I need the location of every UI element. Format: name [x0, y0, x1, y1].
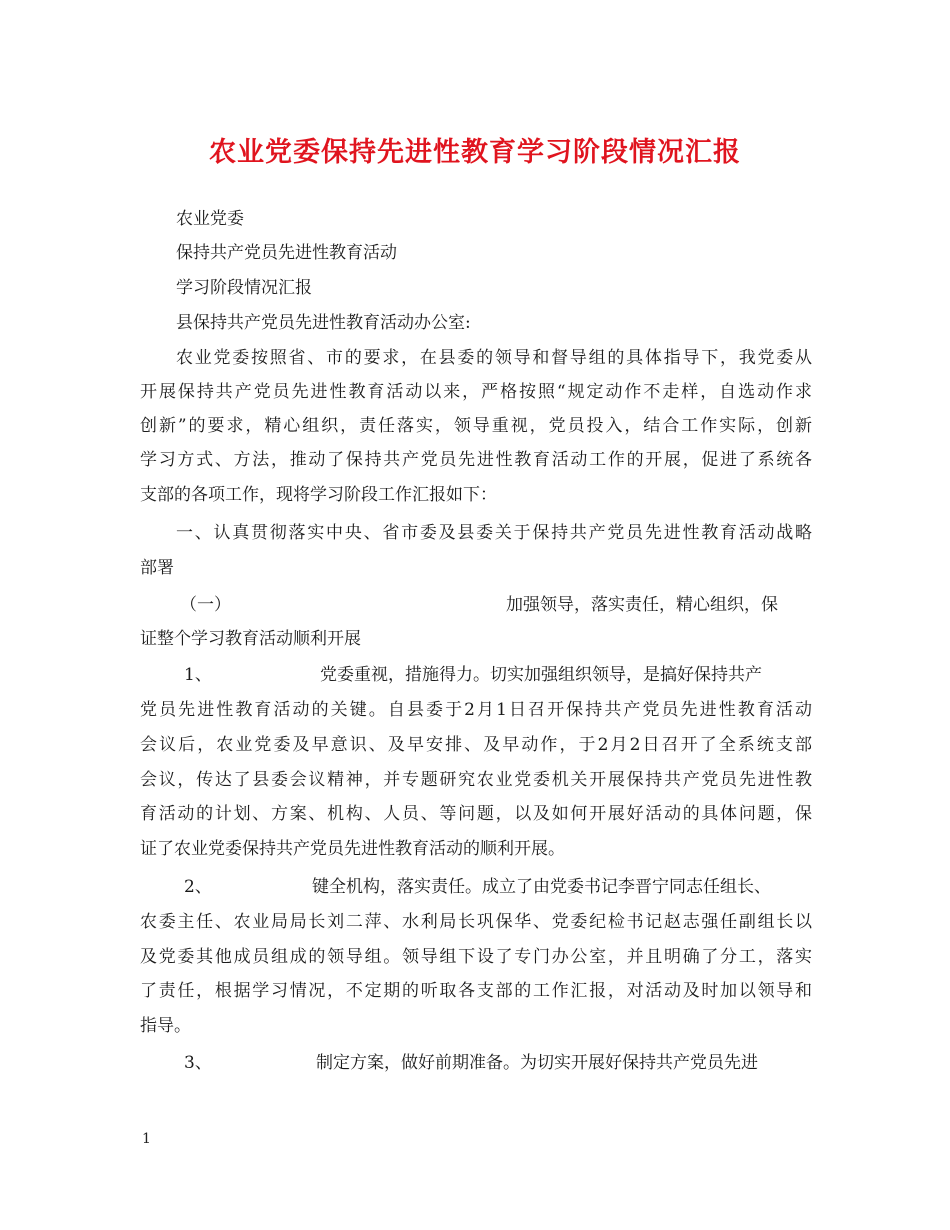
- item-heading: 党委重视，措施得力。切实加强组织领导，是搞好保持共产: [320, 665, 762, 685]
- paragraph-line: 农业党委按照省、市的要求，在县委的领导和督导组的具体指导下，我党委从: [176, 348, 812, 368]
- paragraph-line: 支部的各项工作，现将学习阶段工作汇报如下：: [140, 485, 497, 505]
- paragraph-line: 了责任，根据学习情况，不定期的听取各支部的工作汇报，对活动及时加以领导和: [140, 981, 812, 1001]
- item-label: 1、: [184, 665, 212, 685]
- subsection-heading: 加强领导，落实责任，精心组织，保: [506, 595, 778, 615]
- subsection-label: （一）: [180, 595, 231, 615]
- org-name: 农业党委: [176, 209, 244, 229]
- paragraph-line: 学习方式、方法，推动了保持共产党员先进性教育活动工作的开展，促进了系统各: [140, 450, 812, 470]
- page-title: 农业党委保持先进性教育学习阶段情况汇报: [209, 137, 741, 168]
- item-label: 2、: [184, 877, 212, 897]
- paragraph-line: 会议后，农业党委及早意识、及早安排、及早动作，于2月2日召开了全系统支部: [140, 735, 812, 755]
- section-heading: 一、认真贯彻落实中央、省市委及县委关于保持共产党员先进性教育活动战略: [176, 523, 812, 543]
- paragraph-line: 创新”的要求，精心组织，责任落实，领导重视，党员投入，结合工作实际，创新: [140, 416, 812, 436]
- recipient-line: 县保持共产党员先进性教育活动办公室:: [176, 313, 471, 333]
- item-heading: 制定方案，做好前期准备。为切实开展好保持共产党员先进: [316, 1053, 758, 1073]
- paragraph-line: 及党委其他成员组成的领导组。领导组下设了专门办公室，并且明确了分工，落实: [140, 947, 812, 967]
- section-heading: 部署: [140, 558, 174, 578]
- paragraph-line: 农委主任、农业局局长刘二萍、水利局长巩保华、党委纪检书记赵志强任副组长以: [140, 912, 812, 932]
- paragraph-line: 党员先进性教育活动的关键。自县委于2月1日召开保持共产党员先进性教育活动: [140, 700, 812, 720]
- paragraph-line: 育活动的计划、方案、机构、人员、等问题，以及如何开展好活动的具体问题，保: [140, 804, 812, 824]
- paragraph-line: 证了农业党委保持共产党员先进性教育活动的顺利开展。: [140, 839, 565, 859]
- paragraph-line: 开展保持共产党员先进性教育活动以来，严格按照“规定动作不走样，自选动作求: [140, 382, 812, 402]
- paragraph-line: 会议，传达了县委会议精神，并专题研究农业党委机关开展保持共产党员先进性教: [140, 770, 812, 790]
- item-label: 3、: [184, 1053, 212, 1073]
- report-subtitle: 学习阶段情况汇报: [176, 278, 312, 298]
- item-heading: 键全机构，落实责任。成立了由党委书记李晋宁同志任组长、: [312, 877, 771, 897]
- subsection-heading: 证整个学习教育活动顺利开展: [140, 629, 361, 649]
- page-number: 1: [142, 1131, 151, 1147]
- paragraph-line: 指导。: [140, 1016, 191, 1036]
- activity-name: 保持共产党员先进性教育活动: [176, 243, 397, 263]
